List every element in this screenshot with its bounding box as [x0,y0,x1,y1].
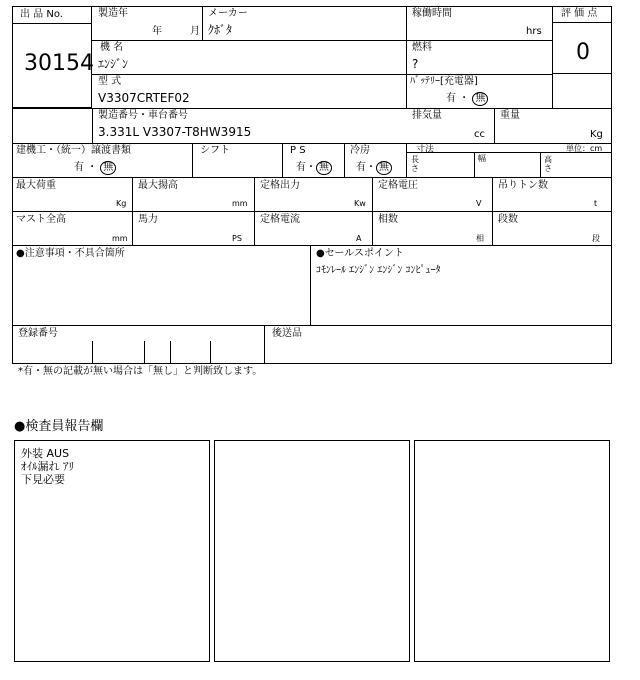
fuel-value: ? [412,57,419,71]
weight-label: 重量 [500,110,520,121]
stage-unit: 段 [592,234,600,243]
maker-value: ｸﾎﾞﾀ [208,23,233,37]
cooling-label: 冷房 [350,145,370,156]
length-label: 長 さ [411,155,419,173]
cert-label: 建機工・（統一）譲渡書類 [16,145,131,156]
cert-no-circled: 無 [100,161,116,175]
rated-current-unit: A [356,234,362,243]
weight-unit: Kg [590,129,603,140]
rated-voltage-label: 定格電圧 [378,180,418,191]
maker-label: メーカー [208,8,248,19]
width-label: 幅 [478,154,486,163]
max-lift-label: 最大揚高 [138,180,178,191]
ps-no-circled: 無 [316,161,332,175]
max-lift-unit: mm [232,199,248,208]
phase-label: 相数 [378,214,398,225]
caution-label: ●注意事項・不具合箇所 [16,248,125,259]
serial-value: 3.331L V3307-T8HW3915 [98,125,252,139]
cooling-options: 有・ 無 [356,161,392,175]
inspector-box-3 [414,440,610,662]
dimension-label: 寸法 [416,145,435,155]
mast-height-label: マスト全高 [16,214,66,225]
stage-label: 段数 [498,214,518,225]
hoist-unit: t [594,199,598,208]
type-value: V3307CRTEF02 [98,91,190,105]
mfg-year-label: 製造年 [98,8,128,19]
selling-point-label: ●セールスポイント [316,248,404,259]
dimension-unit: 単位：cm [566,144,603,153]
lot-number-label: 出 品 No. [20,9,63,20]
displacement-label: 排気量 [412,110,442,121]
horsepower-label: 馬力 [138,214,158,225]
footnote: *有・無の記載が無い場合は「無し」と判断致します。 [18,366,263,377]
inspector-report-title: ●検査員報告欄 [14,419,104,434]
year-unit: 年 [152,26,162,37]
ps-options: 有・ 無 [296,161,332,175]
battery-no-circled: 無 [472,92,488,106]
rated-voltage-unit: V [476,199,482,208]
hours-unit: hrs [526,26,542,37]
serial-label: 製造番号・車台番号 [98,110,188,121]
month-unit: 月 [190,26,200,37]
inspector-box-1-text: 外装 AUS ｵｲﾙ漏れ ｱﾘ 下見必要 [21,447,74,486]
selling-point-text: ｺﾓﾝﾚｰﾙ ｴﾝｼﾞﾝ ｴﾝｼﾞﾝ ｺﾝﾋﾟｭｰﾀ [316,265,441,276]
hoist-label: 吊りトン数 [498,180,548,191]
max-load-unit: Kg [116,199,127,208]
battery-label: ﾊﾞｯﾃﾘｰ[充電器] [410,76,478,87]
phase-unit: 相 [476,234,484,243]
score-label: 評 価 点 [561,8,598,19]
score-value: 0 [576,40,590,65]
model-name: ｴﾝｼﾞﾝ [98,57,129,71]
displacement-unit: cc [474,129,485,140]
height-label: 高 さ [544,155,552,173]
horsepower-unit: PS [232,234,242,243]
inspector-box-2 [214,440,410,662]
rated-current-label: 定格電流 [260,214,300,225]
mast-height-unit: mm [112,234,128,243]
hours-label: 稼働時間 [412,8,452,19]
ps-label: P S [290,145,306,156]
rated-output-label: 定格出力 [260,180,300,191]
registration-label: 登録番号 [18,328,58,339]
model-name-label: 機 名 [100,42,124,53]
rated-output-unit: Kw [354,199,366,208]
inspector-box-1 [14,440,210,662]
cooling-no-circled: 無 [376,161,392,175]
type-label: 型 式 [98,76,122,87]
max-load-label: 最大荷重 [16,180,56,191]
fuel-label: 燃料 [412,42,432,53]
battery-options: 有 ・ 無 [446,92,488,106]
shipping-label: 後送品 [272,328,302,339]
cert-options: 有 ・ 無 [74,161,116,175]
lot-number: 30154 [24,51,94,76]
shift-label: シフト [200,145,230,156]
